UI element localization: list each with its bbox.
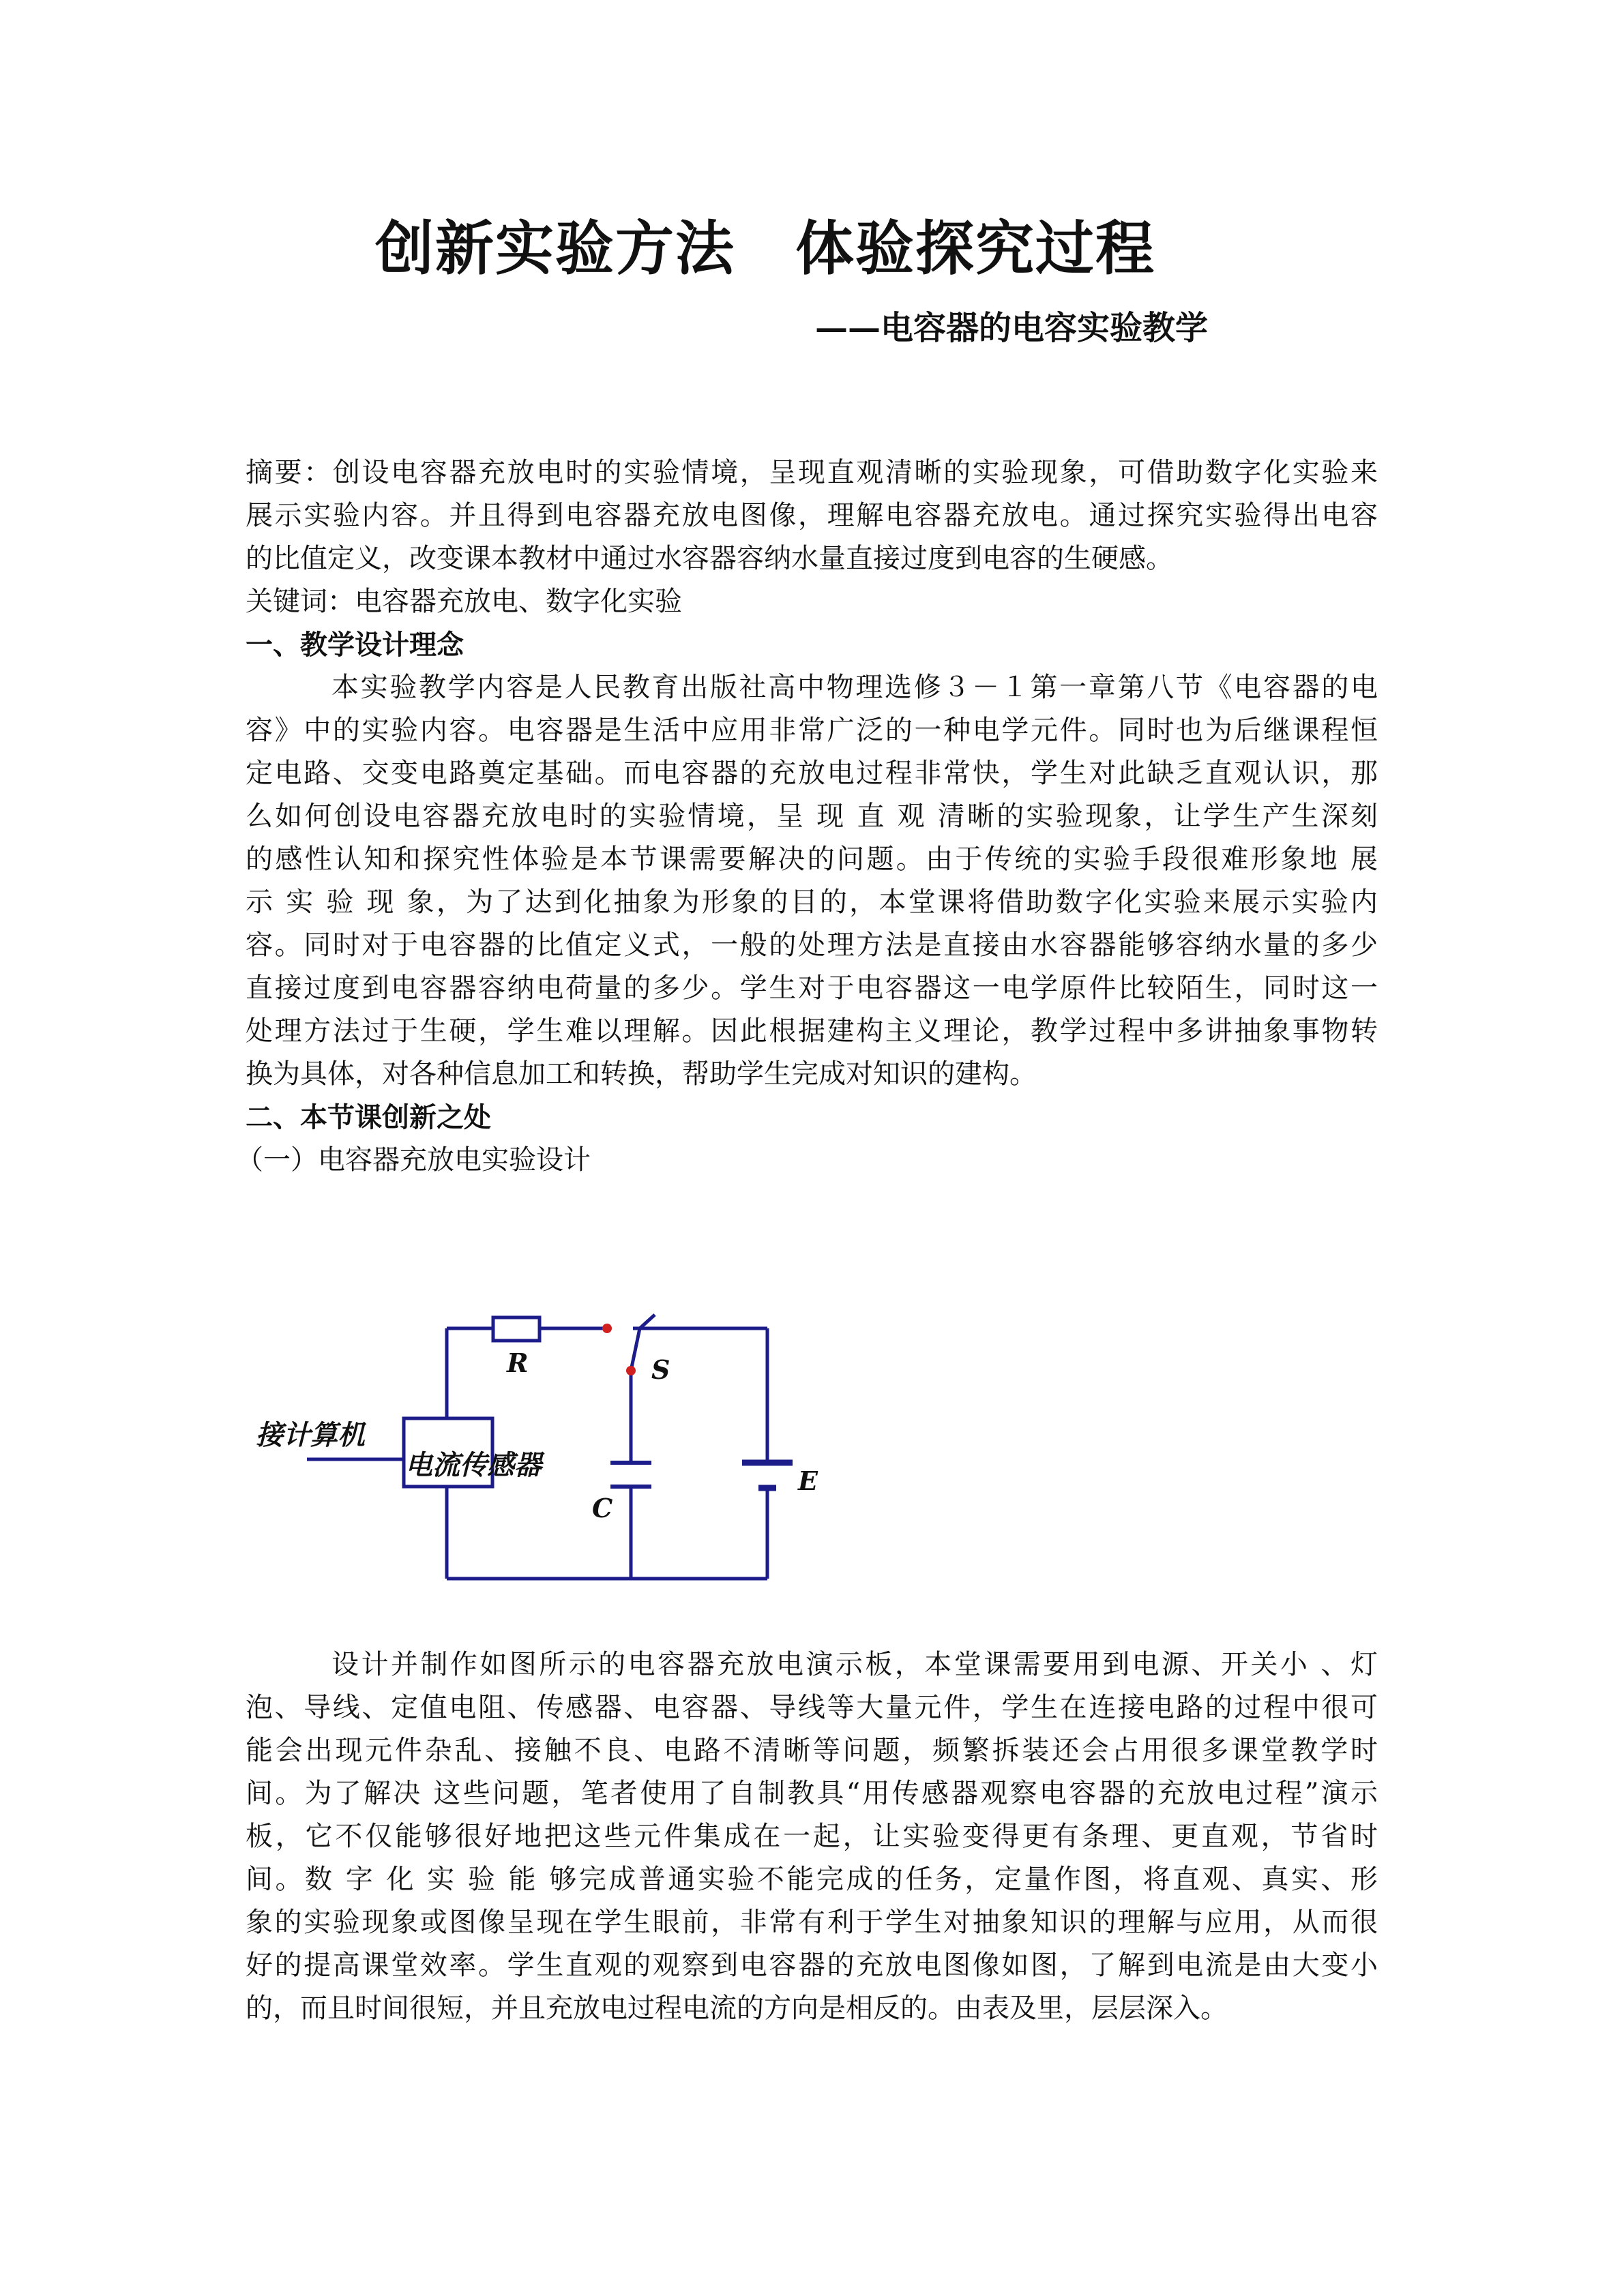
abstract-line: 摘要：创设电容器充放电时的实验情境，呈现直观清晰的实验现象，可借助数字化实验来	[246, 457, 1378, 488]
circuit-diagram	[246, 1296, 859, 1596]
paragraph-line: 的感性认知和探究性体验是本节课需要解决的问题。由于传统的实验手段很难形象地 展	[246, 844, 1378, 875]
paragraph-line: 板，它不仅能够很好地把这些元件集成在一起，让实验变得更有条理、更直观，节省时	[246, 1821, 1378, 1852]
document-subtitle: ——电容器的电容实验教学	[815, 309, 1209, 347]
paragraph-line: 直接过度到电容器容纳电荷量的多少。学生对于电容器这一电学原件比较陌生，同时这一	[246, 972, 1378, 1004]
paragraph-line: 示 实 验 现 象，为了达到化抽象为形象的目的，本堂课将借助数字化实验来展示实验内	[246, 886, 1378, 918]
document-title: 创新实验方法 体验探究过程	[375, 214, 1155, 283]
sensor-label: 电流传感器	[405, 1449, 542, 1481]
section-heading-1: 一、教学设计理念	[246, 629, 464, 661]
resistor-symbol	[493, 1317, 540, 1341]
battery-label: E	[798, 1465, 818, 1496]
resistor-label: R	[507, 1347, 529, 1378]
subsection-heading: （一）电容器充放电实验设计	[236, 1144, 591, 1176]
capacitor-symbol	[610, 1463, 651, 1487]
switch-label: S	[651, 1354, 670, 1385]
paragraph-line: 好的提高课堂效率。学生直观的观察到电容器的充放电图像如图，了解到电流是由大变小	[246, 1950, 1378, 1981]
capacitor-label: C	[592, 1493, 613, 1523]
switch-contact-bottom	[626, 1366, 636, 1375]
paragraph-line: 换为具体，对各种信息加工和转换，帮助学生完成对知识的建构。	[246, 1058, 1037, 1090]
paragraph-line: 本实验教学内容是人民教育出版社高中物理选修３－１第一章第八节《电容器的电	[331, 672, 1378, 703]
paragraph-line: 容》中的实验内容。电容器是生活中应用非常广泛的一种电学元件。同时也为后继课程恒	[246, 715, 1378, 746]
computer-label: 接计算机	[256, 1419, 365, 1451]
switch-blade	[631, 1328, 640, 1371]
paragraph-line: 设计并制作如图所示的电容器充放电演示板，本堂课需要用到电源、开关小 、灯	[331, 1649, 1378, 1680]
paragraph-line: 么如何创设电容器充放电时的实验情境，呈 现 直 观 清晰的实验现象，让学生产生深刻	[246, 801, 1378, 832]
section-heading-2: 二、本节课创新之处	[246, 1101, 491, 1133]
paragraph-line: 能会出现元件杂乱、接触不良、电路不清晰等问题，频繁拆装还会占用很多课堂教学时	[246, 1735, 1378, 1766]
abstract-block	[236, 451, 1378, 1182]
paragraph-line: 泡、导线、定值电阻、传感器、电容器、导线等大量元件，学生在连接电路的过程中很可	[246, 1692, 1378, 1723]
paragraph-line: 间。数 字 化 实 验 能 够完成普通实验不能完成的任务，定量作图，将直观、真实、形	[246, 1864, 1378, 1895]
abstract-line: 的比值定义，改变课本教材中通过水容器容纳水量直接过度到电容的生硬感。	[246, 543, 1173, 574]
abstract-line: 展示实验内容。并且得到电容器充放电图像，理解电容器充放电。通过探究实验得出电容	[246, 500, 1378, 531]
paragraph-line: 间。为了解决 这些问题，笔者使用了自制教具“用传感器观察电容器的充放电过程”演示	[246, 1778, 1378, 1809]
paragraph-line: 容。同时对于电容器的比值定义式，一般的处理方法是直接由水容器能够容纳水量的多少	[246, 929, 1378, 961]
battery-symbol	[742, 1463, 793, 1488]
switch-blade-tip	[640, 1315, 655, 1328]
design-paragraph	[246, 1643, 1378, 2030]
paragraph-line: 的，而且时间很短，并且充放电过程电流的方向是相反的。由表及里，层层深入。	[246, 1993, 1228, 2024]
switch-contact-left	[602, 1324, 612, 1333]
paragraph-line: 定电路、交变电路奠定基础。而电容器的充放电过程非常快，学生对此缺乏直观认识，那	[246, 758, 1378, 789]
paragraph-line: 处理方法过于生硬，学生难以理解。因此根据建构主义理论，教学过程中多讲抽象事物转	[246, 1015, 1378, 1047]
paragraph-line: 象的实验现象或图像呈现在学生眼前，非常有利于学生对抽象知识的理解与应用，从而很	[246, 1907, 1378, 1938]
keywords-line: 关键词：电容器充放电、数字化实验	[246, 586, 682, 617]
